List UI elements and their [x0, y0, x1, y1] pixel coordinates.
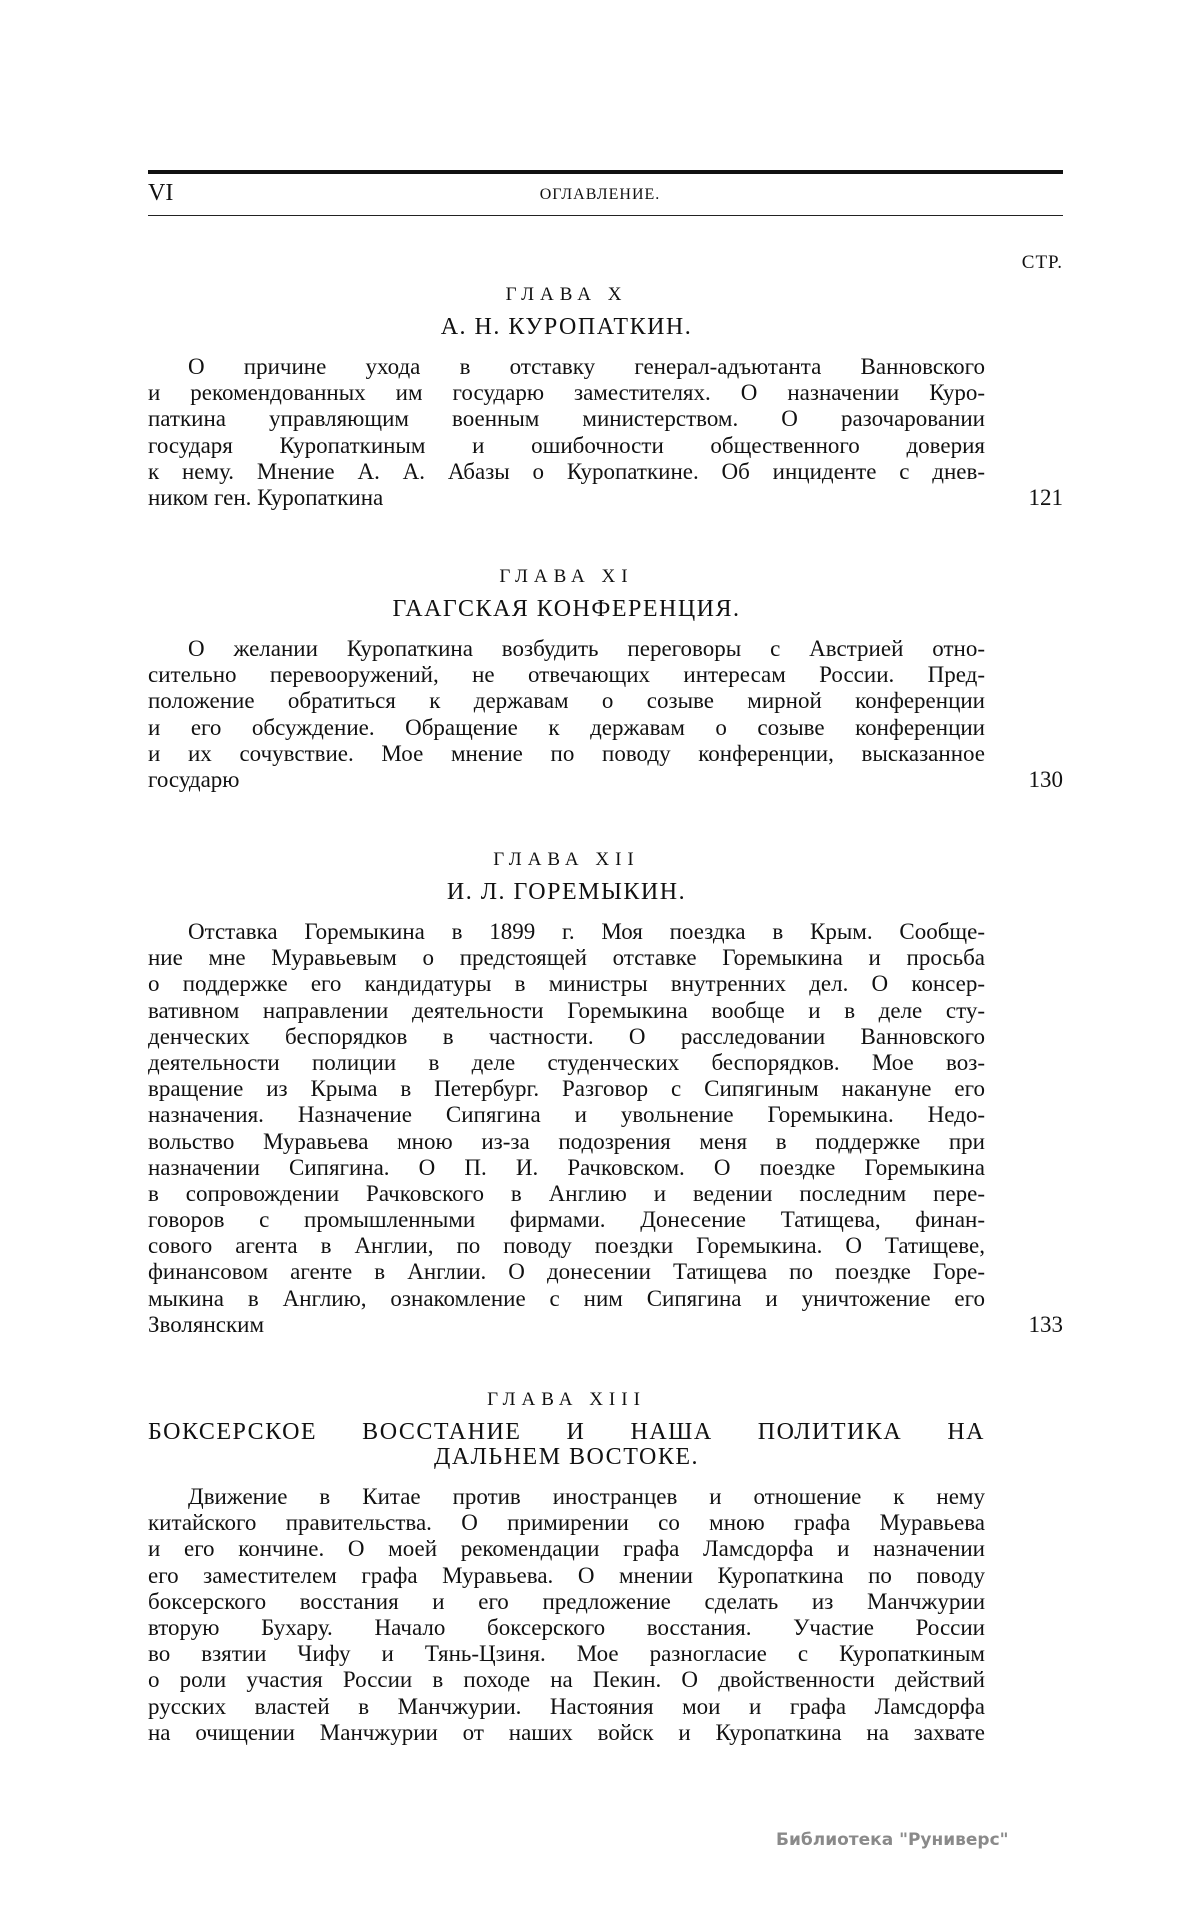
toc-chapter	[148, 275, 1063, 511]
library-watermark: Библиотека "Руниверс"	[776, 1830, 1009, 1850]
summary-line: китайского правительства. О примирении со мною графа Муравьева	[148, 1510, 985, 1536]
chapter-title	[148, 1420, 985, 1470]
chapter-summary	[148, 919, 985, 1338]
chapter-label: ГЛАВА XI	[499, 566, 634, 587]
summary-line: его заместителем графа Муравьева. О мнении Куропаткина по поводу	[148, 1562, 985, 1588]
summary-line: русских властей в Манчжурии. Настояния мои и графа Ламсдорфа	[148, 1693, 985, 1719]
summary-line: финансовом агенте в Англии. О донесении Татищева по поездке Горе-	[148, 1259, 985, 1285]
chapter-title-line: БОКСЕРСКОЕ ВОССТАНИЕ И НАША ПОЛИТИКА НА	[148, 1419, 985, 1445]
summary-line: ником ген. Куропаткина	[148, 484, 384, 510]
summary-line: Отставка Горемыкина в 1899 г. Моя поездка в Крым. Сообще-	[188, 919, 985, 944]
summary-line: о роли участия России в походе на Пекин. О двойственности действий	[148, 1667, 985, 1693]
summary-line: мыкина в Англию, ознакомление с ним Сипягина и уничтожение его	[148, 1285, 985, 1311]
summary-line: во взятии Чифу и Тянь-Цзиня. Мое разногласие с Куропаткиным	[148, 1641, 985, 1667]
page-folio: VI	[148, 180, 174, 206]
summary-line: назначения. Назначение Сипягина и увольнение Горемыкина. Недо-	[148, 1102, 985, 1128]
summary-line: и их сочувствие. Мое мнение по поводу конференции, высказанное	[148, 740, 985, 766]
running-title: ОГЛАВЛЕНИЕ.	[539, 186, 661, 203]
chapter-summary	[148, 354, 985, 511]
summary-line: О желании Куропаткина возбудить переговоры с Австрией отно-	[188, 636, 985, 661]
summary-line: государю	[148, 766, 240, 792]
page-number: 121	[1028, 484, 1063, 510]
header-rule-thin	[148, 215, 1063, 216]
summary-line: О причине ухода в отставку генерал-адъютанта Ванновского	[188, 354, 985, 379]
summary-line: ние мне Муравьевым о предстоящей отставке Горемыкина и просьба	[148, 945, 985, 971]
summary-line: Движение в Китае против иностранцев и отношение к нему	[188, 1484, 985, 1509]
summary-line: паткина управляющим военным министерством. О разочаровании	[148, 406, 985, 432]
chapter-title	[148, 880, 985, 905]
chapter-summary	[148, 636, 985, 793]
chapter-summary	[148, 1484, 985, 1746]
summary-line: вращение из Крыма в Петербург. Разговор с Сипягиным накануне его	[148, 1076, 985, 1102]
summary-line: на очищении Манчжурии от наших войск и Куропаткина на захвате	[148, 1719, 985, 1745]
chapter-label: ГЛАВА XIII	[487, 1389, 646, 1410]
chapter-title	[148, 597, 985, 622]
chapter-title-line: А. Н. КУРОПАТКИН.	[440, 314, 693, 340]
chapter-title	[148, 315, 985, 340]
chapter-label: ГЛАВА X	[505, 284, 628, 305]
summary-line: сительно перевооружений, не отвечающих интересам России. Пред-	[148, 662, 985, 688]
summary-line: назначении Сипягина. О П. И. Рачковском. О поездке Горемыкина	[148, 1154, 985, 1180]
page-number: 133	[1028, 1311, 1063, 1337]
chapter-title-line: ДАЛЬНЕМ ВОСТОКЕ.	[433, 1444, 700, 1470]
summary-line: в сопровождении Рачковского в Англию и ведении последним пере-	[148, 1180, 985, 1206]
summary-line: деятельности полиции в деле студенческих беспорядков. Мое воз-	[148, 1049, 985, 1075]
page-column-label: СТР.	[1021, 252, 1063, 273]
header-rule-thick	[148, 170, 1063, 174]
page-number: 130	[1028, 766, 1063, 792]
summary-line: сового агента в Англии, по поводу поездки Горемыкина. О Татищеве,	[148, 1233, 985, 1259]
toc-chapter	[148, 840, 1063, 1338]
summary-line: вторую Бухару. Начало боксерского восстания. Участие России	[148, 1614, 985, 1640]
summary-line: о поддержке его кандидатуры в министры внутренних дел. О консер-	[148, 971, 985, 997]
toc-chapter	[148, 1380, 1063, 1746]
summary-line: боксерского восстания и его предложение сделать из Манчжурии	[148, 1588, 985, 1614]
chapter-title-line: И. Л. ГОРЕМЫКИН.	[446, 879, 687, 905]
summary-line: государя Куропаткиным и ошибочности общественного доверия	[148, 432, 985, 458]
toc-chapter	[148, 557, 1063, 793]
summary-line: говоров с промышленными фирмами. Донесение Татищева, финан-	[148, 1207, 985, 1233]
summary-line: и его обсуждение. Обращение к державам о созыве конференции	[148, 714, 985, 740]
summary-line: положение обратиться к державам о созыве мирной конференции	[148, 688, 985, 714]
summary-line: и его кончине. О моей рекомендации графа Ламсдорфа и назначении	[148, 1536, 985, 1562]
summary-line: Зволянским	[148, 1311, 265, 1337]
chapter-title-line: ГААГСКАЯ КОНФЕРЕНЦИЯ.	[392, 596, 741, 622]
summary-line: к нему. Мнение А. А. Абазы о Куропаткине. Об инциденте с днев-	[148, 458, 985, 484]
summary-line: вольство Муравьева мною из-за подозрения меня в поддержке при	[148, 1128, 985, 1154]
summary-line: денческих беспорядков в частности. О расследовании Ванновского	[148, 1023, 985, 1049]
chapter-label: ГЛАВА XII	[493, 849, 640, 870]
summary-line: и рекомендованных им государю заместителях. О назначении Куро-	[148, 380, 985, 406]
summary-line: вативном направлении деятельности Горемыкина вообще и в деле сту-	[148, 997, 985, 1023]
